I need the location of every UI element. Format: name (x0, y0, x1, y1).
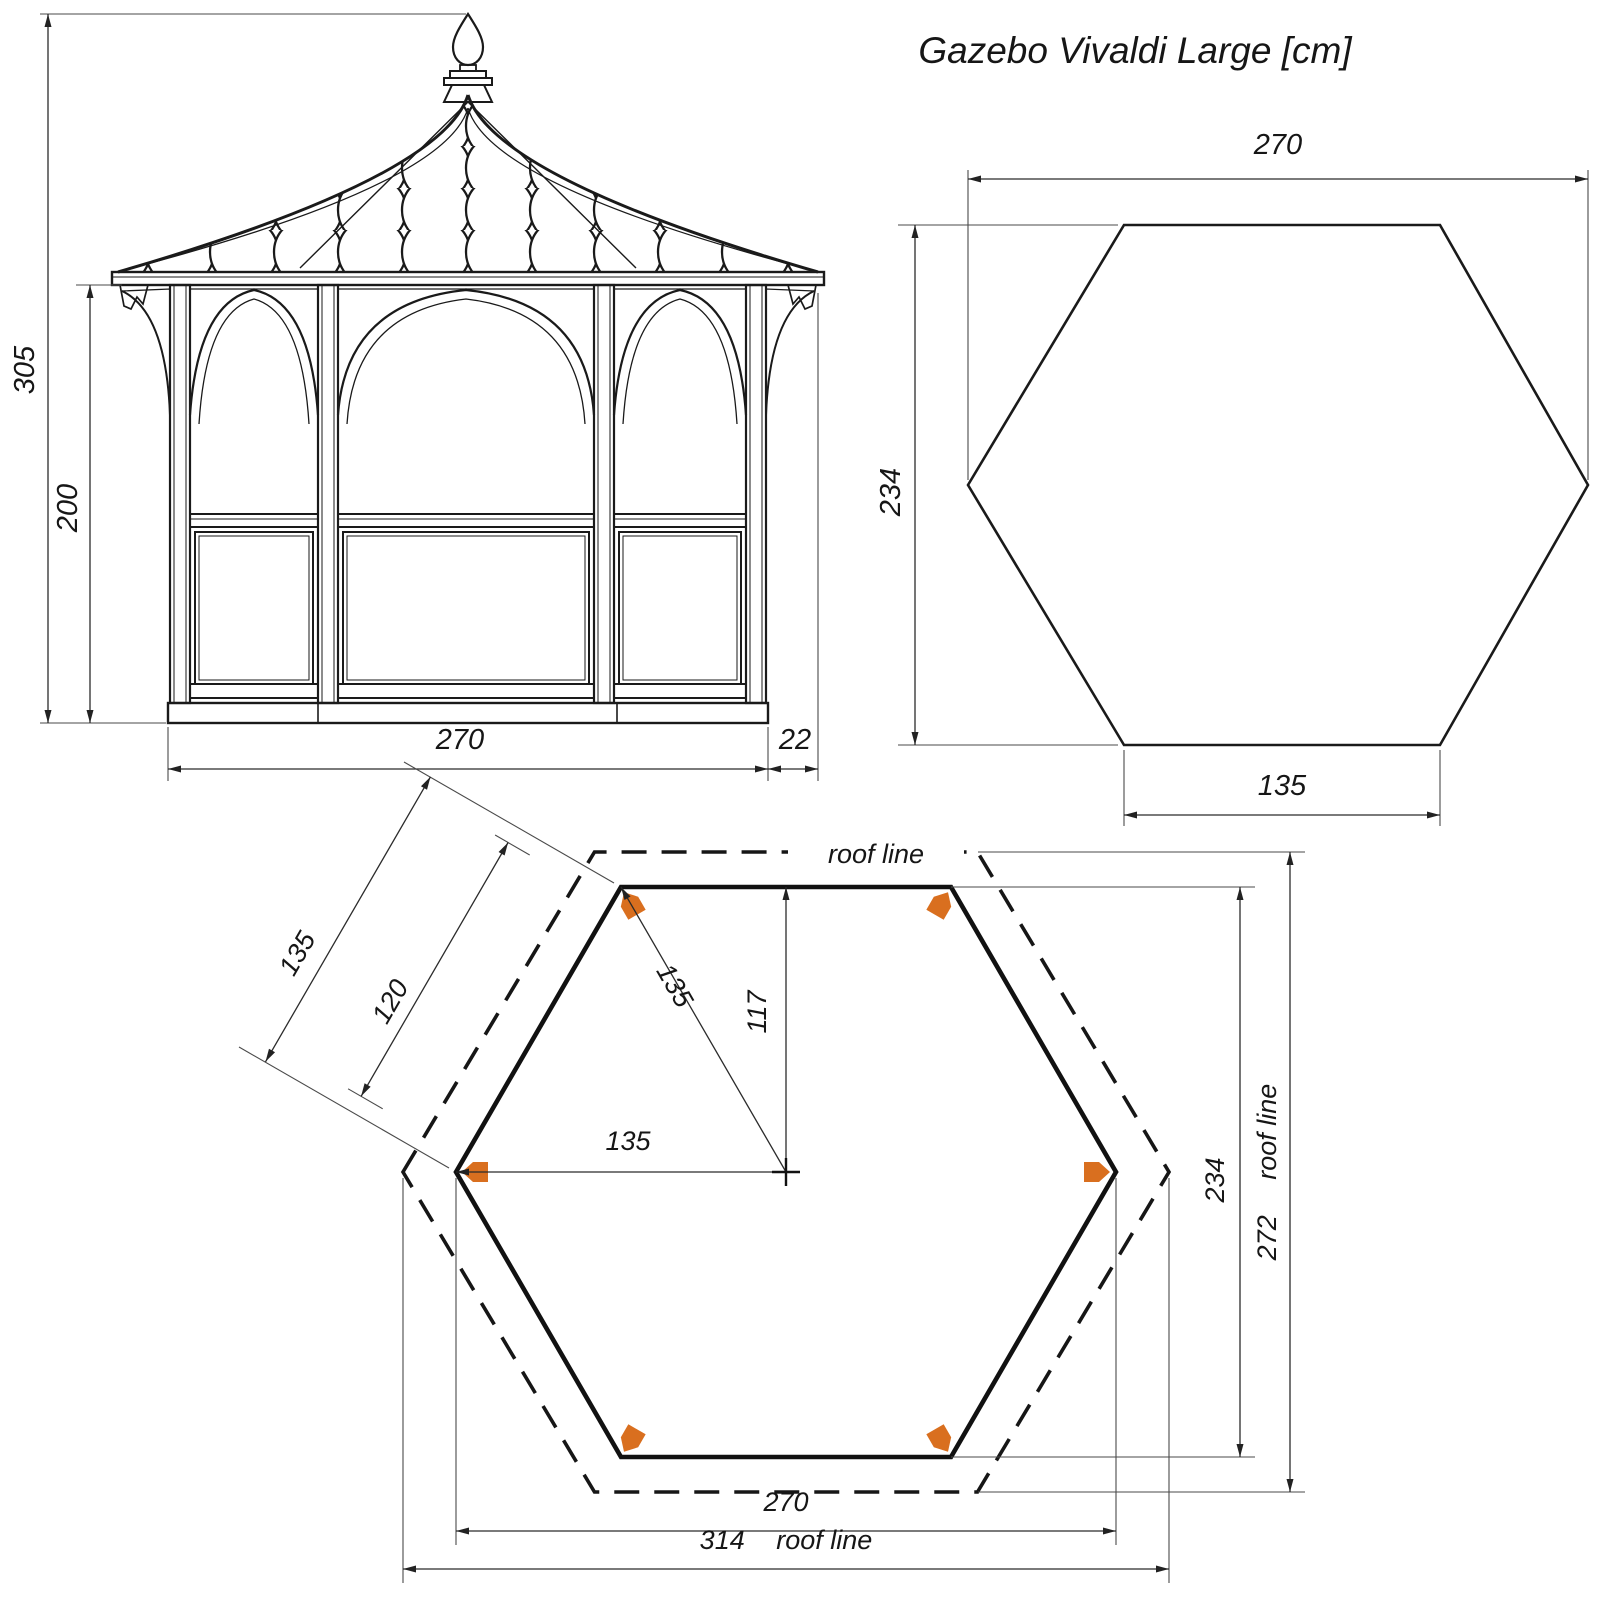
roof-shingles (118, 95, 818, 272)
elevation-dimensions (9, 14, 818, 781)
outer-brackets (122, 289, 814, 415)
dim-radius-horizontal: 135 (605, 1126, 651, 1156)
dim-roof-overhang: 22 (778, 724, 812, 756)
plan-hexagon (968, 225, 1588, 745)
roof-finial (444, 14, 492, 102)
railing (190, 514, 746, 698)
dim-radius-diagonal: 135 (650, 958, 700, 1013)
arch-bay-left (190, 289, 318, 424)
roof-line-label-top: roof line (827, 839, 925, 869)
dim-roof-width-value: 314 (699, 1525, 745, 1555)
post-marker (1084, 1162, 1110, 1182)
base-plinth (168, 703, 768, 723)
dim-floor-height: 234 (1200, 1157, 1230, 1203)
floor-plan-view (239, 762, 1305, 1583)
eaves-fascia (112, 272, 824, 285)
dim-panel-outer: 135 (272, 926, 322, 981)
plan-view (875, 129, 1588, 826)
dim-floor-width: 270 (763, 1487, 809, 1517)
dim-roof-width (700, 1525, 873, 1555)
dim-half-height: 117 (742, 990, 772, 1034)
arch-bay-center (338, 289, 594, 424)
dim-panel-clear: 120 (365, 974, 415, 1029)
posts (170, 285, 766, 703)
dim-plan-width: 270 (1253, 129, 1303, 161)
dim-total-height: 305 (9, 345, 41, 395)
dim-roof-height-value: 272 (1252, 1215, 1282, 1261)
dim-roof-width-suffix: roof line (776, 1525, 873, 1555)
right-eave-pendant (788, 285, 816, 309)
left-eave-pendant (120, 285, 148, 309)
plan-dimensions (875, 129, 1588, 826)
dim-plan-side: 135 (1257, 770, 1307, 802)
dim-base-width: 270 (435, 724, 485, 756)
dim-plan-height: 234 (875, 467, 907, 517)
dim-roof-height (1252, 1084, 1282, 1262)
sheet-title: Gazebo Vivaldi Large [cm] (918, 30, 1352, 71)
dim-roof-height-suffix: roof line (1252, 1083, 1282, 1180)
elevation-view (9, 14, 824, 781)
gazebo-drawing (112, 14, 824, 723)
arch-bay-right (614, 289, 746, 424)
dim-wall-height: 200 (52, 483, 84, 533)
centre-cross (772, 1158, 800, 1186)
